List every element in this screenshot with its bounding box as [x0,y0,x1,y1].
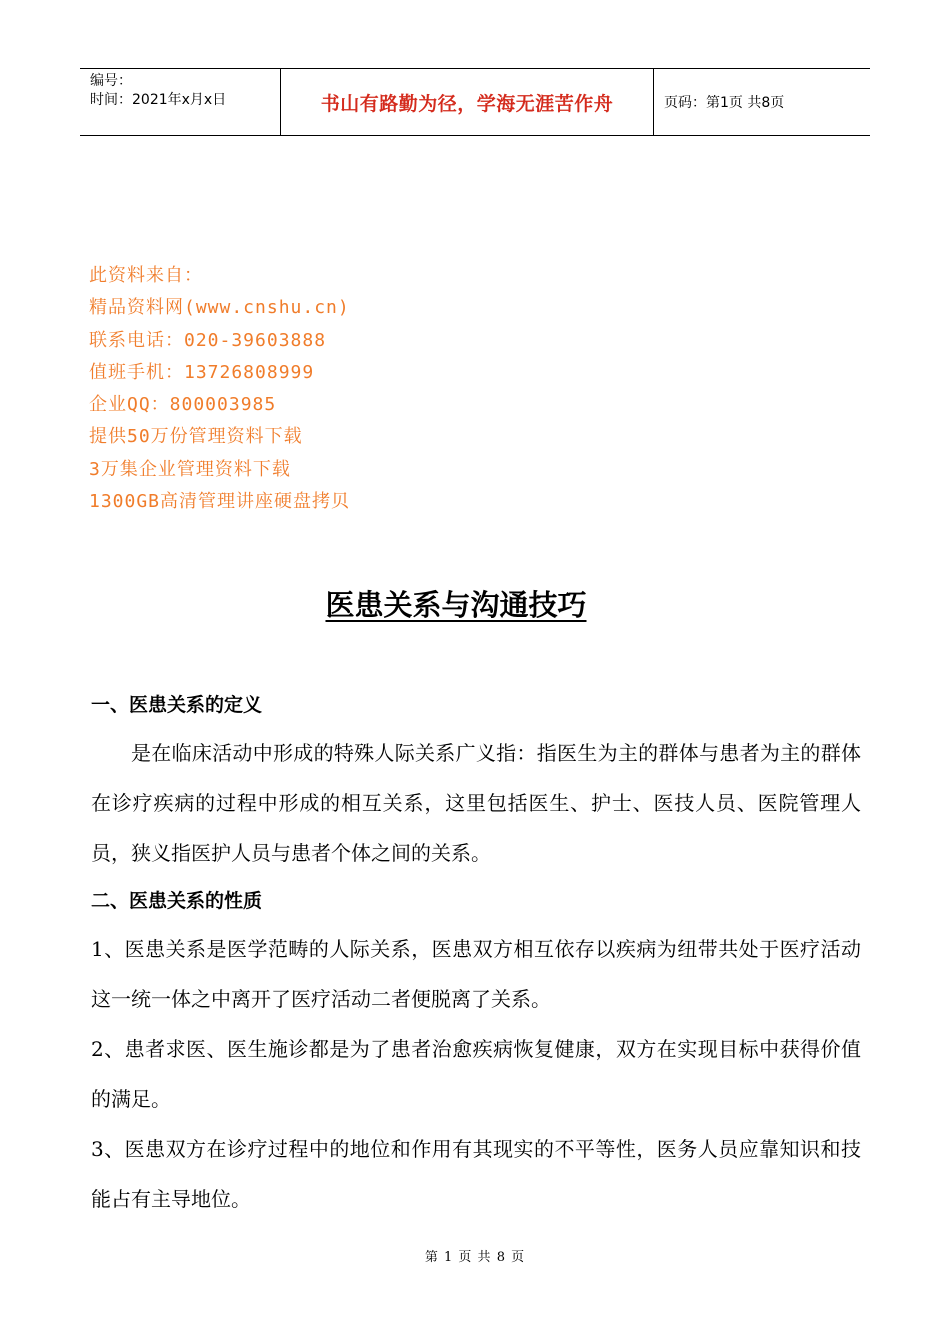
source-line: 精品资料网(www.cnshu.cn) [89,297,350,319]
list-item: 2、患者求医、医生施诊都是为了患者治愈疾病恢复健康，双方在实现目标中获得价值的满足。 [91,1037,861,1111]
source-line: 联系电话：020-39603888 [89,329,327,351]
document-title: 医患关系与沟通技巧 [325,588,587,622]
header-motto: 书山有路勤为径，学海无涯苦作舟 [281,69,654,135]
page-header [80,68,870,136]
source-line: 1300GB高清管理讲座硬盘拷贝 [89,491,351,513]
document-body [91,682,861,1224]
date-label: 时间：2021年x月x日 [90,92,227,108]
list-item: 3、医患双方在诊疗过程中的地位和作用有其现实的不平等性，医务人员应靠知识和技能占有主导地位。 [91,1137,861,1211]
source-line: 提供50万份管理资料下载 [89,426,303,448]
document-title-wrap [0,583,912,627]
list-item: 1、医患关系是医学范畴的人际关系，医患双方相互依存以疾病为纽带共处于医疗活动这一统一体之中离开了医疗活动二者便脱离了关系。 [91,937,861,1011]
source-line: 3万集企业管理资料下载 [89,458,291,480]
source-line: 此资料来自： [89,265,203,286]
page-footer: 第 1 页 共 8 页 [424,1250,526,1265]
header-page-info: 页码：第1页 共8页 [664,95,785,111]
paragraph: 是在临床活动中形成的特殊人际关系广义指：指医生为主的群体与患者为主的群体在诊疗疾病的过程中形成的相互关系，这里包括医生、护士、医技人员、医院管理人员，狭义指医护人员与患者个体之间的关系。 [91,741,861,865]
source-line: 值班手机：13726808999 [89,361,315,383]
source-info [89,260,350,518]
source-line: 企业QQ：800003985 [89,394,277,416]
section-heading: 二、医患关系的性质 [91,890,263,912]
section-heading: 一、医患关系的定义 [91,694,263,716]
header-meta-cell [80,69,281,135]
number-label: 编号： [90,73,132,89]
